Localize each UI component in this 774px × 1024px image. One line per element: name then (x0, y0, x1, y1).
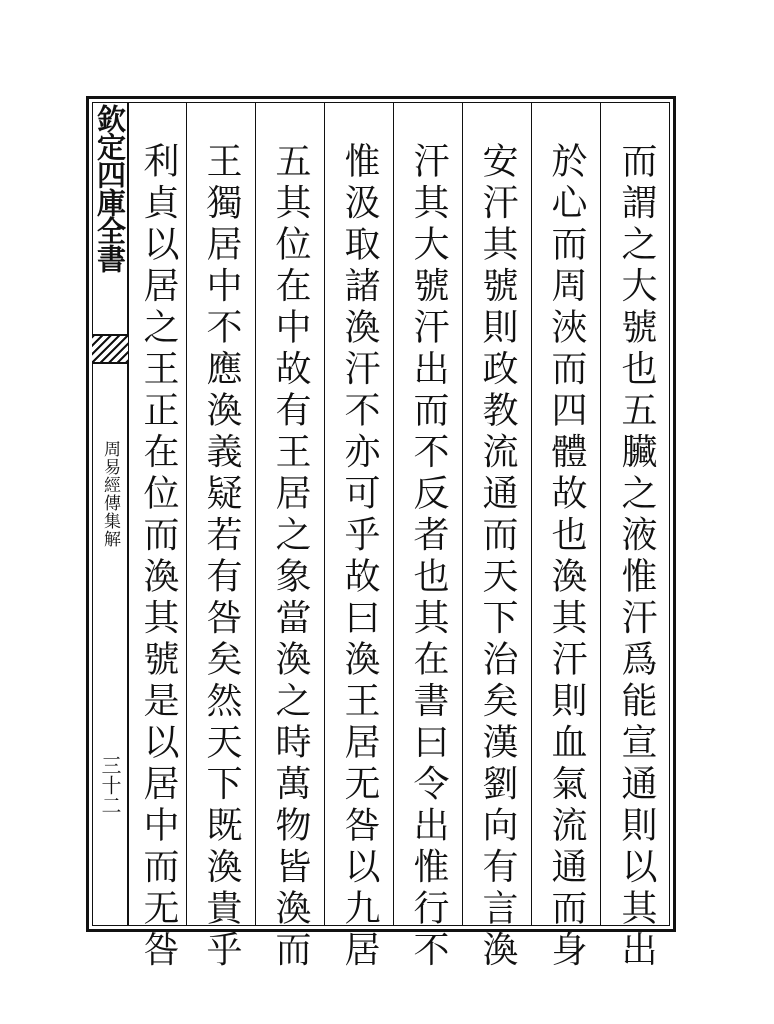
book-title: 欽定四庫全書 (93, 104, 127, 272)
text-column-5 (324, 102, 393, 972)
column-text: 五其位在中故有王居之象當渙之時萬物皆渙而 (270, 142, 311, 972)
text-column-8 (128, 102, 186, 972)
column-text: 安汗其號則政教流通而天下治矣漢劉向有言渙 (477, 142, 518, 972)
text-column-4 (393, 102, 462, 972)
column-text: 利貞以居之王正在位而渙其號是以居中而无咎 (138, 142, 179, 972)
column-text: 惟汲取諸渙汗不亦可乎故曰渙王居无咎以九居 (339, 142, 380, 972)
page-number: 三十二 (98, 755, 122, 815)
column-text: 汗其大號汗出而不反者也其在書曰令出惟行不 (408, 142, 449, 972)
column-text: 而謂之大號也五臟之液惟汗爲能宣通則以其出 (616, 142, 657, 972)
text-column-3 (462, 102, 531, 972)
column-text: 王獨居中不應渙義疑若有咎矣然天下既渙貴乎 (201, 142, 242, 972)
text-column-1 (600, 102, 670, 972)
text-column-6 (255, 102, 324, 972)
text-column-7 (186, 102, 255, 972)
text-column-2 (531, 102, 600, 972)
column-text: 於心而周浹而四體故也渙其汗則血氣流通而身 (546, 142, 587, 972)
chapter-title: 周易經傳集解 (100, 440, 120, 548)
